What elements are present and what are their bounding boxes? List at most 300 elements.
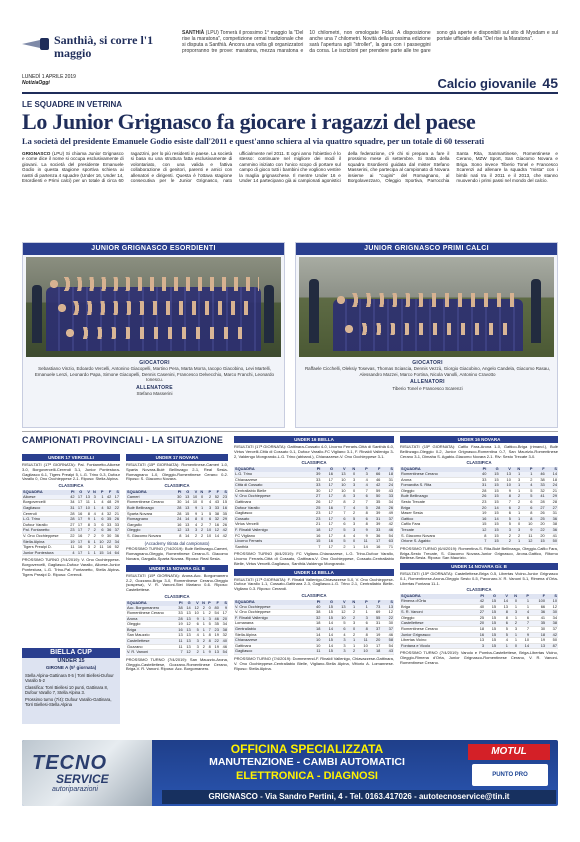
table-cell: 3 [192, 644, 200, 650]
table-cell: Junior Grignasco [400, 632, 473, 638]
table-cell: 27 [309, 494, 322, 500]
table-cell: 15 [309, 539, 322, 545]
table-cell: 24 [174, 517, 182, 523]
table-cell: 8 [206, 639, 212, 645]
teaser-lead: SANTHIÀ [182, 30, 205, 36]
table-cell: 46 [381, 632, 394, 638]
table-cell: 13 [334, 472, 347, 477]
table-cell: 31 [381, 477, 394, 483]
table-cell: Rimena d'Orta [400, 599, 473, 604]
coach-figure [531, 279, 541, 343]
championships-title: CAMPIONATI PROVINCIALI - LA SITUAZIONE [22, 435, 224, 445]
table-cell: 28 [533, 499, 545, 505]
table-cell: 13 [184, 633, 192, 639]
table-cell: 13 [184, 616, 192, 622]
table-cell: 7 [518, 627, 530, 633]
table-cell: 15 [487, 533, 499, 539]
advertisement-banner[interactable] [22, 740, 558, 806]
table-cell: 20 [475, 505, 487, 511]
table-cell: 25 [309, 505, 322, 511]
table-cell: 36 [530, 610, 546, 616]
table-cell: 1 [509, 615, 518, 621]
league-bar: UNDER 16 NOVARA [400, 436, 558, 443]
table-cell: 37 [381, 516, 394, 522]
table-cell: 18 [309, 621, 322, 627]
table-cell: 43 [212, 500, 220, 506]
table-cell: 16 [321, 505, 334, 511]
table-cell: 19 [176, 622, 184, 628]
table-cell: 8 [497, 610, 509, 616]
table-cell: 16 [76, 533, 84, 539]
league-next-round: PROSSIMO TURNO (7/4/2019): Bulè Bellinzago-Cameri, Romagnano-Oleggio, Romentinese Cerano-S. Giacomo Novara, Gargallo-Sparta Novara. Riposo: Real Sesia. [126, 546, 228, 561]
table-cell: 12 [212, 528, 220, 534]
table-cell: Livorno Ferraris [234, 539, 309, 545]
table-cell: Gentrallabio [234, 627, 309, 633]
league-next-round: PROSSIMO TURNO (7/4/2019): San Mauzzio-Arona, Oleggio-Castellettese, Gozzano-Romentinese Cerano, Briga-V. R. Vanoni. Riposo: Acc. Borgomanero. [126, 656, 228, 672]
table-cell: 71 [381, 544, 394, 550]
table-cell: 5 [334, 539, 347, 545]
table-cell: 1 [83, 550, 91, 556]
photo-title: JUNIOR GRIGNASCO PRIMI CALCI [296, 243, 557, 255]
table-cell: 26 [533, 511, 545, 517]
table-cell: 1 [497, 643, 509, 649]
table-cell: 14 [321, 627, 334, 633]
table-cell: 3 [473, 643, 485, 649]
table-cell: 4 [356, 477, 369, 483]
players-back-row [48, 277, 259, 291]
table-cell: Acc. Borgomanero [126, 606, 176, 611]
table-cell: 23 [212, 627, 220, 633]
table-cell: 38 [533, 477, 545, 483]
table-cell: L.G. Trino [234, 472, 309, 477]
table-cell: 26 [220, 522, 228, 528]
table-cell: 15 [485, 632, 497, 638]
table-cell: 1 [198, 505, 204, 511]
standings-column-header: V [497, 594, 509, 599]
article-lead: GRIGNASCO [22, 151, 51, 156]
table-cell: 13 [497, 604, 509, 610]
table-cell: 15 [321, 615, 334, 621]
table-cell: V. Ono Occhieppese [234, 494, 309, 500]
table-cell: 23 [475, 499, 487, 505]
standings-column-header: PI [473, 594, 485, 599]
table-cell: 18 [309, 527, 322, 533]
table-cell: 17 [321, 511, 334, 517]
table-cell: 32 [212, 517, 220, 523]
table-cell: Romentinese Cerano [126, 500, 174, 506]
newspaper-page [22, 30, 558, 801]
standings-table [234, 467, 394, 550]
table-cell: 12 [475, 527, 487, 533]
issue-date: LUNEDÌ 1 APRILE 2019 [22, 74, 76, 80]
table-cell: 6 [334, 516, 347, 522]
standings-column-header: F [533, 467, 545, 472]
standings-column-header: F [530, 594, 546, 599]
table-cell: 33 [369, 527, 382, 533]
table-cell: 8 [206, 633, 212, 639]
table-cell: 16 [76, 511, 84, 517]
table-cell: 0 [206, 606, 212, 611]
table-row [126, 650, 228, 656]
biella-cup-title: BIELLA CUP [22, 648, 120, 658]
table-cell: 55 [369, 615, 382, 621]
table-cell: 38 [220, 627, 228, 633]
league-results: RISULTATI (17ª GIORNATA): Gattinara-Cossato 4-0, Livorno Ferraris-Città di Santhià 6-0, Virtus Vercelli-Città di Cossato 0-1, Dufour Varallo-FC Vigliano 3-1, F. Rinaldi Vallenigo 3-2, Valdengo Mongrando-L.G. Trino (abband.), Chiavazzese-V. Ono Occhieppese 3-1. [234, 444, 394, 459]
table-cell: 13 [176, 633, 184, 639]
table-cell: 17 [369, 539, 382, 545]
table-cell: 8 [500, 494, 512, 500]
table-cell: 30 [105, 533, 113, 539]
standings-column-header: SQUADRA [400, 594, 473, 599]
table-cell: 17 [321, 527, 334, 533]
table-cell: 2 [91, 528, 97, 534]
table-cell: 1 [200, 611, 206, 617]
table-cell: Dufour Varallo [234, 505, 309, 511]
table-cell: 7 [334, 505, 347, 511]
table-cell: 41 [546, 533, 558, 539]
table-cell: 3 [356, 615, 369, 621]
article-body [22, 151, 558, 239]
table-cell: 11 [356, 539, 369, 545]
table-cell: 17 [321, 494, 334, 500]
league-bar: UNDER 16 BIELLA [234, 436, 394, 443]
table-cell: 25 [533, 516, 545, 522]
table-cell: 19 [212, 633, 220, 639]
standings-column-header: V [190, 490, 198, 495]
table-cell: 42 [369, 483, 382, 489]
table-cell: 52 [105, 505, 113, 511]
table-cell: 15 [533, 539, 545, 545]
table-cell: 15 [220, 500, 228, 506]
players-label: GIOCATORI [412, 360, 443, 366]
teaser-title: Santhià, si corre l'1 maggio [54, 33, 154, 60]
table-cell: 100 [530, 599, 546, 604]
table-cell: 14 [321, 643, 334, 649]
table-cell: 28 [68, 511, 76, 517]
table-cell: 6 [204, 517, 212, 523]
standings-column-header: P [356, 600, 369, 605]
table-cell: 42 [68, 495, 76, 500]
table-cell: Alicese [22, 495, 68, 500]
table-cell: 54 [220, 650, 228, 656]
table-cell: 27 [68, 522, 76, 528]
table-cell: 3 [190, 528, 198, 534]
table-cell: 40 [473, 604, 485, 610]
table-cell: Oleggio [126, 528, 174, 534]
table-cell: 11 [83, 500, 91, 506]
masthead [22, 30, 558, 91]
table-cell: 15 [485, 627, 497, 633]
table-cell: 22 [105, 539, 113, 545]
table-cell: 4 [518, 610, 530, 616]
table-cell: 4 [97, 511, 105, 517]
standings-title: CLASSIFICA [466, 460, 492, 466]
biella-cup-box [22, 648, 120, 724]
table-cell: 12 [184, 622, 192, 628]
page-number: 45 [542, 75, 558, 91]
standings-column-header: S [546, 594, 558, 599]
table-cell: 24 [546, 483, 558, 489]
table-cell: 43 [381, 649, 394, 655]
photo-title: JUNIOR GRIGNASCO ESORDIENTI [23, 243, 284, 255]
table-cell: 1 [200, 633, 206, 639]
table-cell: 16 [176, 627, 184, 633]
table-cell: 10 [500, 477, 512, 483]
table-cell: 17 [321, 483, 334, 489]
standings-column-header: N [347, 467, 357, 472]
standings-table [400, 467, 558, 545]
table-cell: 13 [184, 611, 192, 617]
table-cell: 17 [369, 643, 382, 649]
advert-logo-sub: SERVICE [56, 772, 109, 786]
table-cell: 2 [198, 522, 204, 528]
table-cell: 27 [546, 505, 558, 511]
table-cell: 21 [546, 488, 558, 494]
table-cell: 2 [347, 499, 357, 505]
table-cell: 42 [220, 528, 228, 534]
table-cell: 52 [212, 495, 220, 500]
standings-table [234, 600, 394, 655]
table-cell: 1 [509, 604, 518, 610]
table-cell: 15 [485, 621, 497, 627]
table-cell: 9 [190, 505, 198, 511]
advert-address: GRIGNASCO - Via Sandro Pertini, 4 - Tel. 0163.417026 - autotecnoservice@tin.it [162, 790, 556, 804]
table-cell: 37 [369, 627, 382, 633]
table-cell: 40 [475, 472, 487, 477]
table-cell: 3 [91, 522, 97, 528]
table-cell: 28 [68, 517, 76, 523]
league-next-round: PROSSIMO TURNO (6/4/2019): FC Vigliano-Chiavazzese, L.G. Trino-Dufour Varallo, Livorno Ferraris-Città di Cossato, Gattinara-V. Ono Occhieppese, Cossato-Centrallabio Bielle, Virtus Vercelli-Gagliasco, Santhià-Valdengo Mongrando. [234, 551, 394, 566]
table-cell: Briga [400, 505, 475, 511]
table-cell: 1 [97, 495, 105, 500]
table-cell: 17 [76, 517, 84, 523]
table-cell: 2 [347, 511, 357, 517]
standings-column-header: P [204, 490, 212, 495]
table-cell: 16 [475, 516, 487, 522]
league-results: RISULTATI (15ª GIORNATA): Romentinese-Cameri 1-0, Sparta Novara-Bulè Bellinzago 2-1, Real Sesia-Romagnano 1-0, Oleggio-Romentinese Cerano 0-2. Riposo: S. Giacomo Novara. [126, 462, 228, 482]
table-cell: 29 [112, 500, 120, 506]
table-cell: 7 [309, 544, 322, 550]
table-cell: 8 [356, 627, 369, 633]
table-cell: Gattico [400, 516, 475, 522]
table-cell: 13 [184, 644, 192, 650]
table-cell: Virtus Vercelli [234, 522, 309, 528]
table-cell: Castellettese [126, 639, 176, 645]
standings-title: CLASSIFICA [301, 460, 327, 466]
players-group [46, 287, 261, 351]
table-cell: Chiavazzese [234, 638, 309, 644]
table-cell: 33 [309, 483, 322, 489]
table-cell: 18 [530, 632, 546, 638]
table-cell: 10 [204, 528, 212, 534]
table-cell: 30 [381, 621, 394, 627]
section-name: Calcio giovanile [437, 76, 537, 91]
u17-novara-block [126, 454, 228, 674]
photo-panel-primi-calci [295, 242, 558, 428]
table-cell: 10 [500, 483, 512, 489]
biella-cup-standings: Classifica: Torri Biellesi 10 punti, Gattinara 8, Dufour Varallo 7, Stella Alpina 3. [25, 684, 109, 695]
table-cell: 0 [198, 517, 204, 523]
table-cell: 30 [530, 627, 546, 633]
table-cell: 2 [512, 494, 521, 500]
table-cell: 28 [176, 616, 184, 622]
table-cell: 35 [105, 517, 113, 523]
table-cell: 16 [321, 472, 334, 477]
advert-line-2: MANUTENZIONE - CAMBI AUTOMATICI [209, 756, 405, 768]
table-cell: 26 [475, 494, 487, 500]
table-cell: 18 [381, 472, 394, 477]
table-cell: 15 [487, 511, 499, 517]
table-cell: 3 [347, 477, 357, 483]
table-cell: 42 [546, 632, 558, 638]
table-cell: 38 [212, 511, 220, 517]
table-cell: 13 [184, 639, 192, 645]
table-cell: 1 [91, 505, 97, 511]
players-list: Sebastiano Vinzio, Edoardo Vercelli, Antonino Giacopelli, Martino Pera, Marta Morra, Iacopo Giacobino, Levi Martelli, Emanuele Lenzi, Leonardo Papa, Simone Giacopelli, Dennis Casenini, Francesco Delvecchio, Marco Franchi, Leonardo Ionescu. [34, 366, 275, 383]
table-cell: 3 [500, 527, 512, 533]
table-cell: 15 [485, 615, 497, 621]
dateline [22, 74, 76, 86]
league-bar: UNDER 14 BIELLA [234, 569, 394, 576]
table-cell: 6 [192, 622, 200, 628]
table-cell: 12 [192, 606, 200, 611]
table-cell: 15 [321, 610, 334, 616]
table-cell: 14 [518, 643, 530, 649]
table-cell: 24 [381, 483, 394, 489]
standings-column-header: SQUADRA [234, 600, 309, 605]
table-cell: 17 [112, 495, 120, 500]
table-cell: 0 [198, 495, 204, 500]
table-cell: 8 [83, 522, 91, 528]
table-cell: 30 [174, 500, 182, 506]
table-cell: 28 [475, 488, 487, 494]
table-cell: Bulè Bellinzago [126, 505, 174, 511]
table-cell: 17 [76, 528, 84, 534]
table-cell: 36 [369, 533, 382, 539]
table-cell: 9 [206, 650, 212, 656]
table-cell: 2 [334, 544, 347, 550]
table-cell: 15 [182, 511, 190, 517]
table-cell: Gattinara [234, 499, 309, 505]
table-cell: 13 [334, 605, 347, 610]
table-cell: 1 [347, 638, 357, 644]
table-cell: 13 [500, 472, 512, 477]
table-cell: 7 [206, 627, 212, 633]
table-cell: 14 [212, 533, 220, 539]
standings-column-header: S [220, 490, 228, 495]
table-cell: 4 [334, 632, 347, 638]
table-cell: 5 [500, 522, 512, 528]
table-cell: 14 [182, 533, 190, 539]
table-cell: Chiavazzese [234, 477, 309, 483]
table-cell: V. R. Vanoni [126, 650, 176, 656]
table-cell: 17 [76, 539, 84, 545]
standings-column-header: V [83, 490, 91, 495]
table-cell: 1 [518, 604, 530, 610]
table-cell: 21 [309, 522, 322, 528]
table-cell: 37 [381, 627, 394, 633]
table-cell: 8 [356, 632, 369, 638]
table-cell: 3 [204, 505, 212, 511]
table-cell: 5 [500, 516, 512, 522]
coach-name: Tiberio Tonel e Francesco Scarenzi [392, 385, 463, 391]
table-cell: 2 [91, 545, 97, 551]
table-cell: Cossato [234, 516, 309, 522]
table-cell: 41 [530, 615, 546, 621]
table-cell: 13 [473, 638, 485, 644]
table-cell: L.G. Trino [22, 517, 68, 523]
table-cell: 4 [497, 638, 509, 644]
table-cell: 19 [530, 638, 546, 644]
table-cell: 3 [347, 527, 357, 533]
standings-column-header: N [200, 601, 206, 606]
table-cell: 14 [105, 550, 113, 556]
standings-column-header: P [97, 490, 105, 495]
table-cell: 11 [176, 639, 184, 645]
table-cell: 7 [356, 499, 369, 505]
table-cell: 25 [473, 615, 485, 621]
table-cell: 42 [381, 522, 394, 528]
table-row [126, 533, 228, 539]
table-cell: 36 [105, 528, 113, 534]
table-cell: Gagliasco [22, 505, 68, 511]
table-cell: 9 [356, 527, 369, 533]
table-cell: 0 [347, 539, 357, 545]
table-cell: 6 [500, 511, 512, 517]
table-cell: 2 [512, 533, 521, 539]
table-cell: 34 [112, 539, 120, 545]
table-cell: 7 [500, 499, 512, 505]
table-cell: 2 [347, 649, 357, 655]
table-cell: 14 [182, 500, 190, 506]
standings-column-header: SQUADRA [400, 467, 475, 472]
table-cell: 4 [334, 533, 347, 539]
players-label: GIOCATORI [139, 360, 170, 366]
table-cell: 17 [76, 500, 84, 506]
standings-column-header: G [184, 601, 192, 606]
table-cell: 13 [83, 495, 91, 500]
standings-column-header: G [487, 467, 499, 472]
table-cell: 7 [518, 621, 530, 627]
table-cell: 17 [220, 611, 228, 617]
table-cell: 14 [184, 606, 192, 611]
table-cell: Maser Sesia [400, 511, 475, 517]
table-cell: 1 [512, 516, 521, 522]
standings-title: CLASSIFICA [466, 587, 492, 593]
section-divider [22, 431, 558, 432]
table-cell: 9 [521, 527, 533, 533]
table-cell: 10 [334, 615, 347, 621]
table-cell: 1 [521, 472, 533, 477]
standings-column-header: F [212, 490, 220, 495]
table-cell: 8 [521, 511, 533, 517]
table-cell: 15 [321, 649, 334, 655]
table-cell: 2 [200, 644, 206, 650]
table-cell: 15 [485, 610, 497, 616]
table-cell: Romentinese Cerano [400, 627, 473, 633]
table-cell: 1 [509, 632, 518, 638]
table-cell: 46 [381, 527, 394, 533]
table-cell: 2 [190, 533, 198, 539]
standings-column-header: N [509, 594, 518, 599]
table-cell: 14 [321, 632, 334, 638]
table-cell: 32 [105, 511, 113, 517]
table-cell: Sparta Novara [126, 511, 174, 517]
table-cell: 34 [546, 615, 558, 621]
table-cell: 2 [509, 621, 518, 627]
table-cell: 8 [190, 517, 198, 523]
coach-figure [264, 285, 274, 343]
